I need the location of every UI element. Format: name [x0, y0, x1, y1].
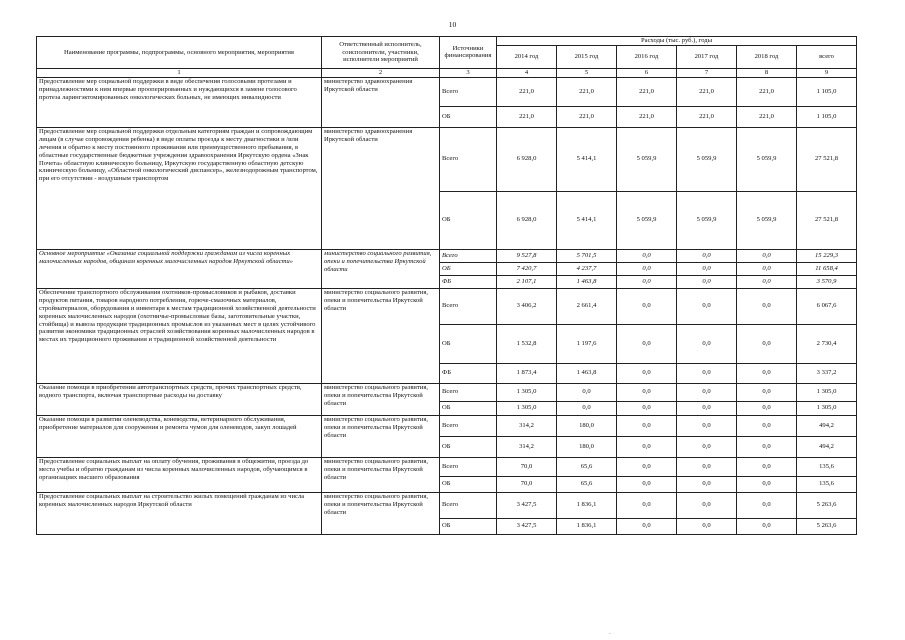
year-value: 5 059,9 [737, 191, 797, 249]
year-value: 0,0 [737, 415, 797, 436]
year-value: 70,0 [497, 457, 557, 476]
funding-source: ОБ [440, 476, 497, 492]
year-value: 5 414,1 [557, 127, 617, 191]
year-value: 5 059,9 [677, 191, 737, 249]
year-value: 0,0 [737, 288, 797, 324]
funding-source: ОБ [440, 518, 497, 534]
year-value: 314,2 [497, 436, 557, 457]
year-value: 1 305,0 [497, 401, 557, 415]
header-year: 2018 год [737, 45, 797, 68]
funding-source: Всего [440, 457, 497, 476]
year-value: 0,0 [737, 383, 797, 401]
year-value: 221,0 [677, 106, 737, 127]
total-value: 3 570,9 [797, 275, 857, 288]
year-value: 0,0 [617, 324, 677, 363]
year-value: 65,6 [557, 457, 617, 476]
year-value: 1 197,6 [557, 324, 617, 363]
funding-source: ОБ [440, 401, 497, 415]
year-value: 0,0 [677, 457, 737, 476]
year-value: 5 701,5 [557, 249, 617, 262]
year-value: 0,0 [737, 457, 797, 476]
year-value: 0,0 [677, 401, 737, 415]
year-value: 180,0 [557, 415, 617, 436]
year-value: 1 463,8 [557, 363, 617, 383]
year-value: 0,0 [737, 401, 797, 415]
year-value: 0,0 [557, 401, 617, 415]
year-value: 221,0 [737, 77, 797, 106]
year-value: 70,0 [497, 476, 557, 492]
year-value: 0,0 [737, 249, 797, 262]
table-row [37, 492, 857, 518]
year-value: 6 928,0 [497, 127, 557, 191]
year-value: 0,0 [737, 492, 797, 518]
executor: министерство социального развития, опеки и попечительства Иркутской области [322, 383, 440, 415]
year-value: 0,0 [617, 415, 677, 436]
year-value: 1 532,8 [497, 324, 557, 363]
funding-source: Всего [440, 249, 497, 262]
total-value: 1 105,0 [797, 106, 857, 127]
table-row [37, 288, 857, 324]
executor: министерство здравоохранения Иркутской области [322, 77, 440, 127]
budget-table [36, 36, 857, 535]
total-value: 11 658,4 [797, 262, 857, 275]
column-number: 1 [37, 68, 322, 77]
year-value: 0,0 [737, 476, 797, 492]
header-row [37, 37, 857, 46]
year-value: 1 463,8 [557, 275, 617, 288]
year-value: 0,0 [737, 324, 797, 363]
total-value: 3 337,2 [797, 363, 857, 383]
year-value: 221,0 [737, 106, 797, 127]
table-row [37, 457, 857, 476]
year-value: 221,0 [557, 106, 617, 127]
year-value: 5 059,9 [677, 127, 737, 191]
measure-name: Предоставление социальных выплат на строительство жилых помещений гражданам из числа коренных малочисленных народов Иркутской области [37, 492, 322, 534]
year-value: 221,0 [557, 77, 617, 106]
year-value: 0,0 [617, 476, 677, 492]
year-value: 221,0 [497, 77, 557, 106]
year-value: 0,0 [677, 415, 737, 436]
year-value: 0,0 [677, 492, 737, 518]
year-value: 180,0 [557, 436, 617, 457]
total-value: 27 521,8 [797, 127, 857, 191]
year-value: 3 406,2 [497, 288, 557, 324]
column-number: 3 [440, 68, 497, 77]
year-value: 1 873,4 [497, 363, 557, 383]
year-value: 0,0 [617, 492, 677, 518]
table-row [37, 77, 857, 106]
total-value: 6 067,6 [797, 288, 857, 324]
year-value: 0,0 [737, 275, 797, 288]
header-year: 2014 год [497, 45, 557, 68]
total-value: 1 105,0 [797, 77, 857, 106]
funding-source: ФБ [440, 275, 497, 288]
column-number: 5 [557, 68, 617, 77]
table-row [37, 249, 857, 262]
year-value: 0,0 [617, 275, 677, 288]
total-value: 5 263,6 [797, 518, 857, 534]
column-number: 2 [322, 68, 440, 77]
table-row [37, 415, 857, 436]
year-value: 0,0 [677, 288, 737, 324]
funding-source: Всего [440, 127, 497, 191]
header-sources: Источники финансирования [440, 37, 497, 69]
year-value: 0,0 [617, 249, 677, 262]
year-value: 0,0 [737, 363, 797, 383]
year-value: 6 928,0 [497, 191, 557, 249]
year-value: 0,0 [617, 288, 677, 324]
year-value: 0,0 [677, 476, 737, 492]
header-total: всего [797, 45, 857, 68]
year-value: 0,0 [677, 324, 737, 363]
year-value: 221,0 [497, 106, 557, 127]
header-year: 2015 год [557, 45, 617, 68]
column-number: 8 [737, 68, 797, 77]
column-number: 7 [677, 68, 737, 77]
year-value: 5 059,9 [617, 127, 677, 191]
header-year: 2016 год [617, 45, 677, 68]
year-value: 0,0 [677, 383, 737, 401]
year-value: 5 059,9 [737, 127, 797, 191]
header-executor: Ответственный исполнитель, соисполнители, участники, исполнители мероприятий [322, 37, 440, 69]
funding-source: ОБ [440, 106, 497, 127]
funding-source: Всего [440, 492, 497, 518]
measure-name: Предоставление мер социальной поддержки отдельным категориям граждан и сопровождающим лицам (в случае сопровождения ребенка) в виде оплаты проезда к месту диагностики и /или лечения и обратно к месту постоянного проживания или преимущественного пребывания, в областные государственные бюджетные учреждения здравоохранения Иркутскую ордена «Знак Почета» областную клиническую больницу, Иркутскую государственную областную детскую клиническую больницу, «Областной онкологический диспансер», железнодорожным транспортом, при его отсутствии - воздушным транспортом [37, 127, 322, 249]
year-value: 221,0 [677, 77, 737, 106]
executor: министерство социального развития, опеки и попечительства Иркутской области [322, 492, 440, 534]
year-value: 1 836,1 [557, 492, 617, 518]
total-value: 1 305,0 [797, 383, 857, 401]
year-value: 4 237,7 [557, 262, 617, 275]
header-expenses: Расходы (тыс. руб.), годы [497, 37, 857, 46]
year-value: 2 661,4 [557, 288, 617, 324]
total-value: 1 305,0 [797, 401, 857, 415]
year-value: 0,0 [677, 363, 737, 383]
measure-name: Основное мероприятие «Оказание социальной поддержки гражданам из числа коренных малочисленных народов, общинам коренных малочисленных народов Иркутской области» [37, 249, 322, 288]
year-value: 3 427,5 [497, 518, 557, 534]
year-value: 0,0 [737, 518, 797, 534]
header-year: 2017 год [677, 45, 737, 68]
table-body [37, 77, 857, 534]
total-value: 15 229,3 [797, 249, 857, 262]
total-value: 494,2 [797, 415, 857, 436]
measure-name: Оказание помощи в развитии оленеводства, коневодства, ветеринарного обслуживания, приобретение материалов для сооружения и ремонта чумов для оленеводов, закуп лошадей [37, 415, 322, 457]
year-value: 7 420,7 [497, 262, 557, 275]
year-value: 5 059,9 [617, 191, 677, 249]
funding-source: ОБ [440, 324, 497, 363]
year-value: 0,0 [737, 262, 797, 275]
year-value: 221,0 [617, 106, 677, 127]
measure-name: Обеспечение транспортного обслуживания охотников-промысловиков и рыбаков, доставки продуктов питания, товаров народного потребления, горюче-смазочных материалов, стройматериалов, оборудования и инвентаря к местам традиционной хозяйственной деятельности коренных малочисленных народов (охотничье-промысловые базы, заготовительные участки, стойбища) и вывоза продукции традиционных промыслов из указанных мест в целях устойчивого развития экономики традиционных отраслей хозяйствования коренных малочисленных народов в местах их традиционного проживания и традиционной хозяйственной деятельности [37, 288, 322, 383]
year-value: 314,2 [497, 415, 557, 436]
year-value: 9 527,8 [497, 249, 557, 262]
year-value: 0,0 [617, 262, 677, 275]
page-number: 10 [448, 20, 457, 29]
table-row [37, 127, 857, 191]
executor: министерство социального развития, опеки и попечительства Иркутской области [322, 288, 440, 383]
total-value: 135,6 [797, 457, 857, 476]
total-value: 5 263,6 [797, 492, 857, 518]
year-value: 1 836,1 [557, 518, 617, 534]
year-value: 5 414,1 [557, 191, 617, 249]
year-value: 0,0 [617, 457, 677, 476]
funding-source: Всего [440, 383, 497, 401]
year-value: 0,0 [677, 436, 737, 457]
column-number: 9 [797, 68, 857, 77]
funding-source: ОБ [440, 436, 497, 457]
year-value: 0,0 [557, 383, 617, 401]
year-value: 0,0 [677, 275, 737, 288]
funding-source: ОБ [440, 191, 497, 249]
year-value: 2 107,1 [497, 275, 557, 288]
funding-source: Всего [440, 288, 497, 324]
total-value: 2 730,4 [797, 324, 857, 363]
column-number: 4 [497, 68, 557, 77]
measure-name: Оказание помощи в приобретении автотранспортных средств, прочих транспортных средств, водного транспорта, включая транспортные расходы на доставку [37, 383, 322, 415]
funding-source: Всего [440, 77, 497, 106]
year-value: 65,6 [557, 476, 617, 492]
year-value: 221,0 [617, 77, 677, 106]
header-name: Наименование программы, подпрограммы, основного мероприятия, мероприятия [37, 37, 322, 69]
year-value: 0,0 [617, 401, 677, 415]
funding-source: ФБ [440, 363, 497, 383]
total-value: 494,2 [797, 436, 857, 457]
year-value: 0,0 [617, 363, 677, 383]
measure-name: Предоставление мер социальной поддержки в виде обеспечения голосовыми протезами и принадлежностями к ним впервые прооперированных и нуждающихся в замене голосового протеза ларингэктомированных онкологических больных, не имеющих инвалидности [37, 77, 322, 127]
total-value: 135,6 [797, 476, 857, 492]
year-value: 0,0 [677, 249, 737, 262]
table-row [37, 383, 857, 401]
year-value: 1 305,0 [497, 383, 557, 401]
executor: министерство здравоохранения Иркутской области [322, 127, 440, 249]
year-value: 0,0 [617, 518, 677, 534]
year-value: 0,0 [677, 518, 737, 534]
year-value: 0,0 [677, 262, 737, 275]
total-value: 27 521,8 [797, 191, 857, 249]
year-value: 0,0 [617, 383, 677, 401]
funding-source: Всего [440, 415, 497, 436]
executor: министерство социального развития, опеки и попечительства Иркутской области [322, 249, 440, 288]
executor: министерство социального развития, опеки и попечительства Иркутской области [322, 415, 440, 457]
measure-name: Предоставление социальных выплат на оплату обучения, проживания в общежитии, проезда до места учебы и обратно гражданам из числа коренных малочисленных народов, обучающимся в организациях высшего образования [37, 457, 322, 492]
year-value: 0,0 [737, 436, 797, 457]
scan-mark: . [609, 628, 611, 636]
year-value: 0,0 [617, 436, 677, 457]
column-number-row [37, 68, 857, 77]
column-number: 6 [617, 68, 677, 77]
funding-source: ОБ [440, 262, 497, 275]
executor: министерство социального развития, опеки и попечительства Иркутской области [322, 457, 440, 492]
year-value: 3 427,5 [497, 492, 557, 518]
